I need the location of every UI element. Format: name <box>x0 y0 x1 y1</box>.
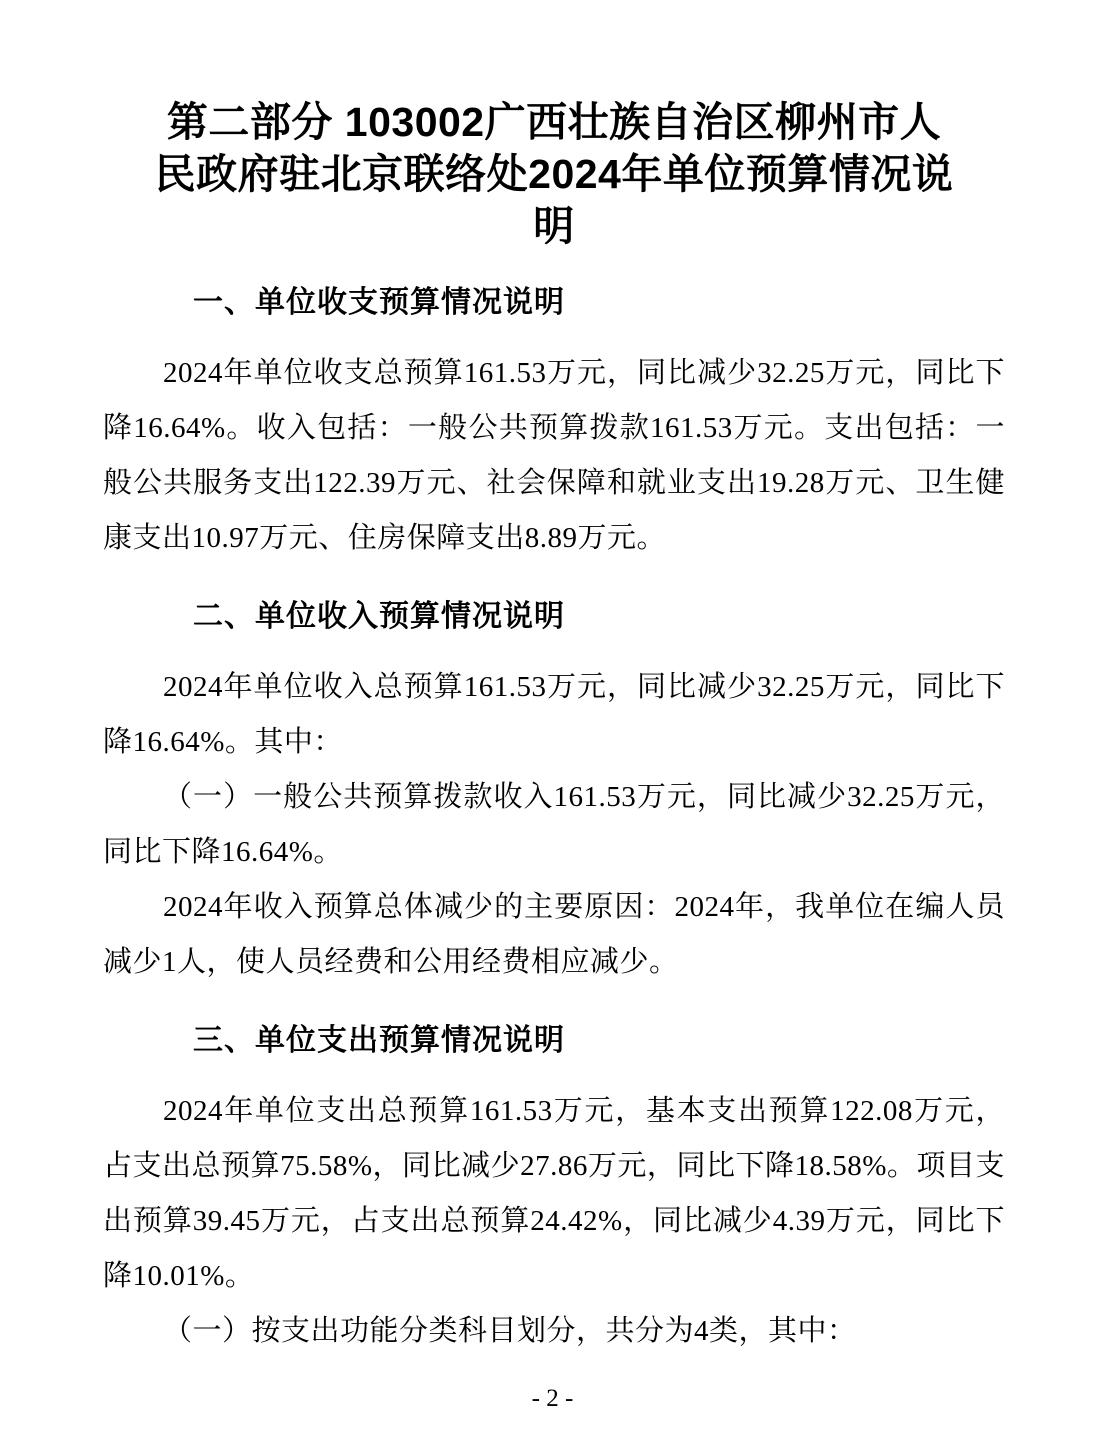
document-title-line-2: 民政府驻北京联络处2024年单位预算情况说 <box>154 151 954 197</box>
section-3-paragraph-1: 2024年单位支出总预算161.53万元，基本支出预算122.08万元，占支出总预算75.58%，同比减少27.86万元，同比下降18.58%。项目支出预算39.45万元，占支出总预算24.42%，同比减少4.39万元，同比下降10.01%。 <box>103 1095 1005 1292</box>
document-title-line-1: 第二部分 103002广西壮族自治区柳州市人 <box>166 99 942 145</box>
section-1-paragraph-1: 2024年单位收支总预算161.53万元，同比减少32.25万元，同比下降16.64%。收入包括：一般公共预算拨款161.53万元。支出包括：一般公共服务支出122.39万元、社会保障和就业支出19.28万元、卫生健康支出10.97万元、住房保障支出8.89万元。 <box>103 357 1005 554</box>
section-revenue-expenditure-overview <box>103 282 1005 566</box>
section-2-paragraph-3: 2024年收入预算总体减少的主要原因：2024年，我单位在编人员减少1人，使人员经费和公用经费相应减少。 <box>103 891 1005 978</box>
section-3-paragraph-2: （一）按支出功能分类科目划分，共分为4类，其中： <box>163 1315 857 1347</box>
document-title-line-3: 明 <box>533 203 575 249</box>
section-3-heading: 三、单位支出预算情况说明 <box>193 1024 565 1057</box>
section-2-paragraph-2: （一）一般公共预算拨款收入161.53万元，同比减少32.25万元，同比下降16.64%。 <box>103 781 1005 868</box>
document-title <box>103 96 1005 252</box>
section-revenue-budget <box>103 596 1005 990</box>
section-2-paragraph-1: 2024年单位收入总预算161.53万元，同比减少32.25万元，同比下降16.64%。其中： <box>103 671 1005 758</box>
page-number: - 2 - <box>531 1385 574 1412</box>
section-expenditure-budget <box>103 1020 1005 1359</box>
section-1-heading: 一、单位收支预算情况说明 <box>193 286 565 319</box>
section-2-heading: 二、单位收入预算情况说明 <box>193 600 565 633</box>
